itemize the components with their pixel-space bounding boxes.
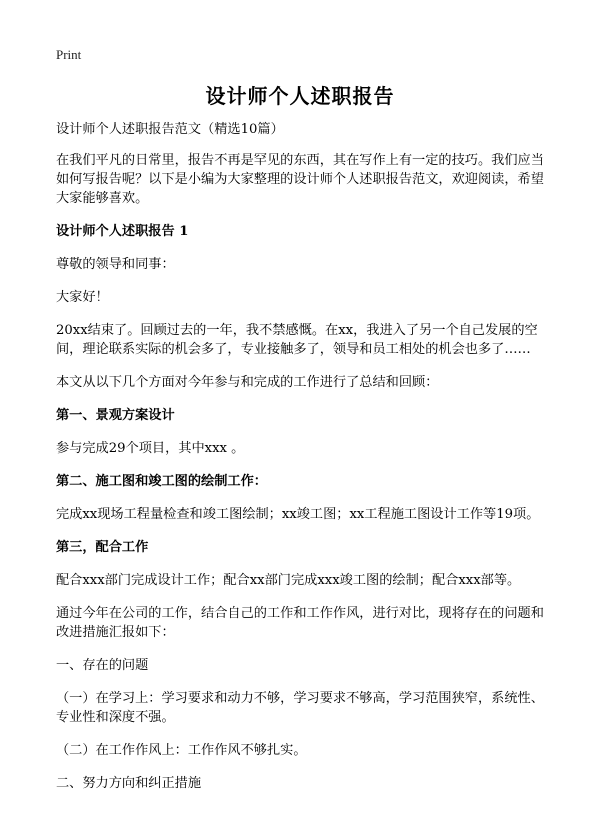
- document-subtitle: 设计师个人述职报告范文（精选10篇）: [56, 122, 284, 137]
- greeting: 大家好！: [56, 290, 109, 305]
- intro-paragraph: 在我们平凡的日常里，报告不再是罕见的东西，其在写作上有一定的技巧。我们应当如何写报告呢？以下是小编为大家整理的设计师个人述职报告范文，欢迎阅读，希望大家能够喜欢。: [56, 153, 544, 206]
- print-link[interactable]: Print: [56, 47, 82, 62]
- body-paragraph: 完成xx现场工程量检查和竣工图绘制；xx竣工图；xx工程施工图设计工作等19项。: [56, 507, 540, 522]
- body-paragraph: 20xx结束了。回顾过去的一年，我不禁感慨。在xx，我进入了另一个自己发展的空间，理论联系实际的机会多了，专业接触多了，领导和员工相处的机会也多了……: [56, 323, 538, 357]
- salutation: 尊敬的领导和同事：: [56, 257, 175, 272]
- section-heading: 第三，配合工作: [56, 540, 149, 555]
- list-heading: 一、存在的问题: [56, 658, 149, 673]
- list-heading: 二、努力方向和纠正措施: [56, 776, 202, 791]
- section-heading: 第二、施工图和竣工图的绘制工作：: [56, 474, 267, 489]
- document-title: 设计师个人述职报告: [205, 84, 395, 108]
- list-item: （二）在工作作风上：工作作风不够扎实。: [56, 743, 307, 758]
- body-paragraph: 本文从以下几个方面对今年参与和完成的工作进行了总结和回顾：: [56, 375, 439, 390]
- document-body: [56, 120, 556, 807]
- section-heading: 设计师个人述职报告 1: [56, 224, 189, 239]
- body-paragraph: 通过今年在公司的工作，结合自己的工作和工作作风，进行对比，现将存在的问题和改进措施汇报如下：: [56, 606, 544, 640]
- body-paragraph: 参与完成29个项目，其中xxx 。: [56, 441, 245, 456]
- body-paragraph: 配合xxx部门完成设计工作；配合xx部门完成xxx竣工图的绘制；配合xxx部等。: [56, 573, 521, 588]
- section-heading: 第一、景观方案设计: [56, 408, 175, 423]
- list-item: （一）在学习上：学习要求和动力不够，学习要求不够高，学习范围狭窄，系统性、专业性和深度不强。: [56, 691, 544, 725]
